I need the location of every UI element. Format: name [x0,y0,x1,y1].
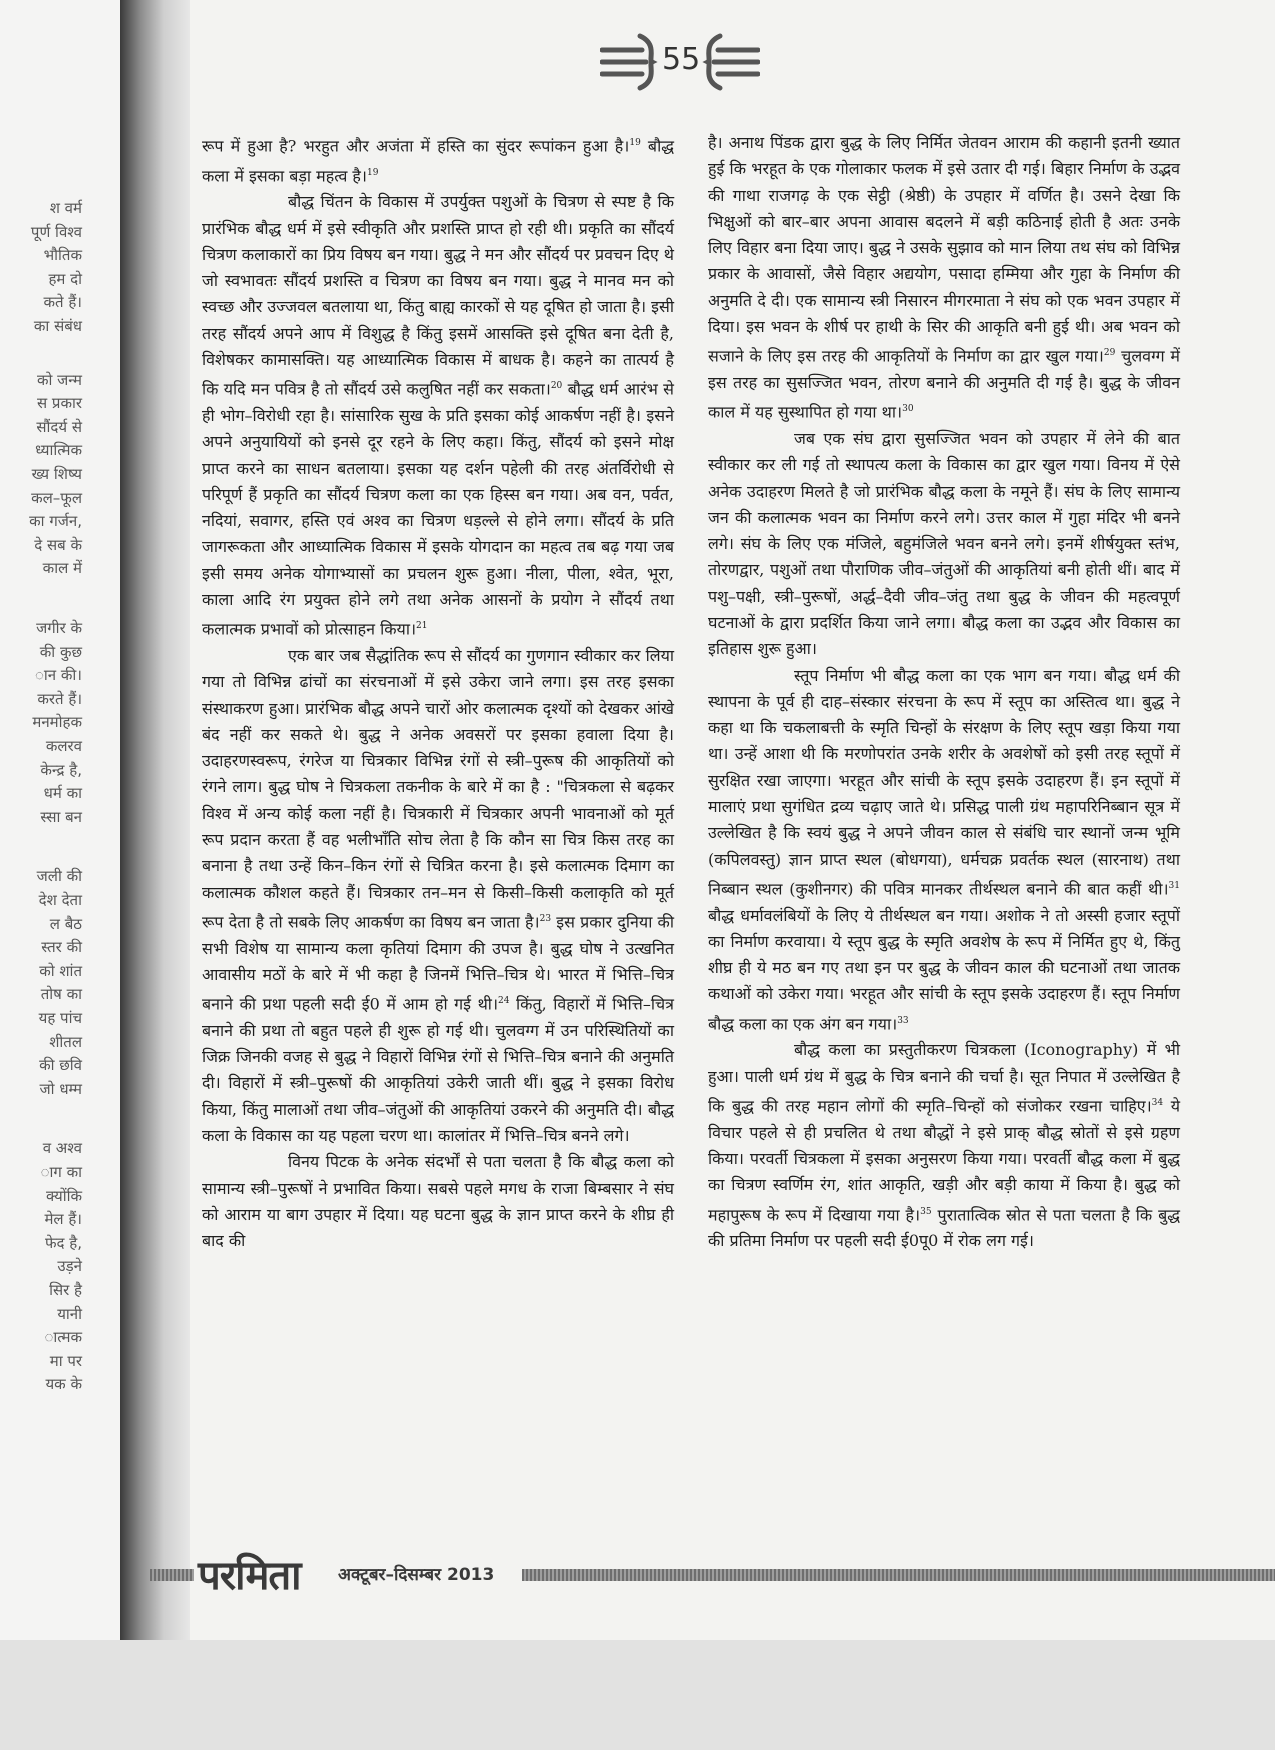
paragraph [708,130,1180,426]
footnote-ref: 35 [920,1206,932,1217]
footnote-ref: 19 [366,167,379,178]
paragraph-text: बौद्ध कला में इसका बड़ा महत्व है। [202,136,674,185]
facing-page-fragment: का गर्जन, [29,512,82,531]
paragraph [202,189,674,643]
facing-page-fragment: मेल हैं। [44,1210,82,1229]
footnote-ref: 20 [550,381,563,392]
paragraph-text: है। अनाथ पिंडक द्वारा बुद्ध के लिए निर्मित जेतवन आराम की कहानी इतनी ख्यात हुई कि भरहूत के एक गोलाकार फलक में इसे उतार दी गई। बिहार निर्माण के उद्भव की गाथा राजगढ़ के एक सेट्ठी (श्रेष्ठी) के उपहार में वर्णित है। उसने देखा कि भिक्षुओं को बार–बार अपना आवास बदलने में बड़ी कठिनाई होती है अतः उनके लिए विहार बना दिया जाए। बुद्ध ने उसके सुझाव को मान लिया तथ संघ को विभिन्न प्रकार के आवासों, जैसे विहार अद्ययोग, पसादा हम्मिया और गुहा के निर्माण की अनुमति दे दी। एक सामान्य स्त्री निसारन मीगरमाता ने संघ को एक भवन उपहार में दिया। इस भवन के शीर्ष पर हाथी के सिर की आकृति बनी हुई थी। अब भवन को सजाने के लिए इस तरह की आकृतियों के निर्माण का द्वार खुल गया। [708,133,1180,366]
facing-page-fragment: जली की [36,867,82,886]
footnote-ref: 29 [1103,348,1116,359]
facing-page-fragment: जगीर के [36,619,82,637]
paragraph [202,1149,674,1254]
facing-page-fragment: यक के [45,1375,82,1394]
facing-page-fragment: का संबंध [33,317,82,335]
text-column-left [202,130,674,1254]
facing-page-fragment: श वर्म [49,199,82,217]
facing-page-fragment: हम दो [48,269,82,288]
footnote-ref: 21 [416,621,428,632]
paragraph-text: विनय पिटक के अनेक संदर्भों से पता चलता है कि बौद्ध कला को सामान्य स्त्री–पुरूषों ने प्रभावित किया। सबसे पहले मगध के राजा बिम्बसार ने संघ को आराम या बाग उपहार में दिया। यह घटना बुद्ध के ज्ञान प्राप्त करने के शीघ्र ही बाद की [202,1152,674,1251]
facing-page-fragment: मनमोहक [32,713,82,732]
facing-page-fragment: कलरव [45,737,82,755]
facing-page-fragment: शीतल [49,1032,82,1051]
facing-page-fragment: तोष का [40,985,82,1004]
facing-page-fragment: ल बैठ [49,914,82,933]
paragraph-text: चुलवग्ग में इस तरह का सुसज्जित भवन, तोरण बनाने की अनुमति दी गई है। बुद्ध के जीवन काल में यह सुस्थापित हो गया था। [708,346,1180,422]
footnote-ref: 30 [902,404,914,415]
facing-page-fragment: स्तर की [41,938,82,957]
facing-page-fragment: जो धम्म [39,1079,82,1098]
paragraph-text: बौद्ध धर्मावलंबियों के लिए ये तीर्थस्थल बन गया। अशोक ने तो अस्सी हजार स्तूपों का निर्माण करवाया। ये स्तूप बुद्ध के स्मृति अवशेष के रूप में निर्मित हुए थे, किंतु शीघ्र ही ये मठ बन गए तथा इन पर बुद्ध के जीवन काल की घटनाओं तथा जातक कथाओं को उकेरा गया। भरहूत और सांची के स्तूप इसके उदाहरण हैं। स्तूप निर्माण बौद्ध कला का एक अंग बन गया। [708,905,1180,1034]
paragraph-text: ये विचार पहले से ही प्रचलित थे तथा बौद्धों ने इसे प्राक् बौद्ध स्रोतों से इसे ग्रहण किया। परवर्ती चित्रकला में इसका अनुसरण किया गया। परवर्ती बौद्ध कला में बुद्ध का चित्रण स्वर्णिम रंग, शांत आकृति, खड़ी और बड़ी काया में किया है। बुद्ध को महापुरूष के रूप में दिखाया गया है। [708,1096,1180,1224]
journal-brand: परमिता [198,1553,301,1599]
scan-background [0,1640,1275,1750]
text-column-right [708,130,1180,1254]
paragraph [708,426,1180,663]
footnote-ref: 34 [1151,1098,1164,1108]
facing-page-fragment: की छवि [39,1056,82,1075]
paragraph-text: रूप में हुआ है? भरहुत और अजंता में हस्ति का सुंदर रूपांकन हुआ है। [202,136,630,156]
facing-page-fragment: स्सा बन [40,807,82,826]
paragraph-text: इस प्रकार दुनिया की सभी विशेष या सामान्य कला कृतियां दिमाग की उपज है। बुद्ध घोष ने उत्खनित आवासीय मठों के बारे में भी कहा है जिनमें भित्ति–चित्र थे। भारत में भित्ति–चित्र बनाने की प्रथा पहली सदी ई0 में आम हो गई थी। [202,912,674,1014]
paragraph-text: किंतु, विहारों में भित्ति–चित्र बनाने की प्रथा तो बहुत पहले ही शुरू हो गई थी। चुलवग्ग में उन परिस्थितियों का जिक्र जिनकी वजह से बुद्ध ने विहारों विभिन्न रंगों से भित्ति–चित्र बनाने की अनुमति दी। विहारों में स्त्री–पुरूषों की आकृतियां उकेरी जाती थीं। बुद्ध ने इसका विरोध किया, किंतु मालाओं तथा जीव–जंतुओं की आकृतियां उकरने की अनुमति दी। बौद्ध कला के विकास का यह पहला चरण था। कालांतर में भित्ति–चित्र बनने लगे। [202,994,674,1145]
facing-page-fragment: पूर्ण विश्व [30,222,82,241]
facing-page-fragment: काल में [42,559,82,578]
facing-page-fragment: सिर है [49,1281,82,1299]
facing-page-fragment: यह पांच [38,1009,82,1027]
issue-date: अक्टूबर–दिसम्बर 2013 [338,1565,495,1585]
facing-page-fragment: धर्म का [43,784,82,803]
paragraph-text: पुरातात्विक स्रोत से पता चलता है कि बुद्ध की प्रतिमा निर्माण पर पहली सदी ई0पू0 में रोक लग गई। [708,1204,1181,1251]
facing-page-fragment: कल–फूल [31,488,82,507]
footer-rule-right [522,1569,1275,1581]
facing-page-fragment: सौंदर्य से [36,417,82,436]
footer-rule-left [150,1569,194,1581]
facing-page-fragment: केन्द्र है, [40,760,82,779]
facing-page-fragment: ाग का [40,1163,82,1181]
page-number: 55 [662,42,701,77]
paragraph [202,643,674,1149]
facing-page-fragment: कते हैं। [43,293,82,312]
facing-page-fragment: देश देता [38,891,82,909]
facing-page-fragment: फेद है, [44,1233,82,1252]
footnote-ref: 31 [1168,880,1180,891]
facing-page-fragment: को शांत [39,961,82,980]
facing-page-fragment: को जन्म [36,370,82,389]
facing-page-fragment: ात्मक [44,1328,82,1347]
footnote-ref: 23 [539,913,552,924]
facing-page-fragment: ध्यात्मिक [35,441,82,460]
facing-page-fragment: क्योंकि [45,1186,82,1205]
paragraph-text: बौद्ध कला का प्रस्तुतीकरण चित्रकला (Iconography) में भी हुआ। पाली धर्म ग्रंथ में बुद्ध के चित्र बनाने की चर्चा है। सूत निपात में उल्लेखित है कि बुद्ध की तरह महान लोगों की स्मृति–चिन्हों को संजोकर रखना चाहिए। [708,1040,1180,1116]
footnote-ref: 33 [897,1015,909,1026]
facing-page-fragment: करते हैं। [37,689,82,708]
facing-page-fragment: यानी [57,1304,82,1323]
paragraph-text: जब एक संघ द्वारा सुसज्जित भवन को उपहार में लेने की बात स्वीकार कर ली गई तो स्थापत्य कला के विकास का द्वार खुल गया। विनय में ऐसे अनेक उदाहरण मिलते है जो प्रारंभिक बौद्ध कला के नमूने हैं। संघ के लिए सामान्य जन की कलात्मक भवन का निर्माण करने लगे। उत्तर काल में गुहा मंदिर भी बनने लगे। संघ के लिए एक मंजिले, बहुमंजिले भवन बनने लगे। इनमें शीर्षयुक्त स्तंभ, तोरणद्वार, पशुओं तथा पौराणिक जीव–जंतुओं की आकृतियां बनी होती थीं। बाद में पशु–पक्षी, स्त्री–पुरूषों, अर्द्ध–दैवी जीव–जंतु तथा बुद्ध के जीवन की महत्वपूर्ण घटनाओं के द्वारा प्रदर्शित किया जाने लगा। बौद्ध कला का उद्भव और विकास का इतिहास शुरू हुआ। [708,428,1180,659]
paragraph [202,130,674,189]
paragraph [708,1037,1180,1254]
facing-page-fragment: भौतिक [43,246,82,265]
paragraph-text: बौद्ध धर्म आरंभ से ही भोग–विरोधी रहा है। सांसारिक सुख के प्रति इसका कोई आकर्षण नहीं है। इसने अपने अनुयायियों को इनसे दूर रहने के लिए कहा। किंतु, सौंदर्य को इसने मोक्ष प्राप्त करने का साधन बतलाया। इसका यह दर्शन पहेली की तरह अंतर्विरोधी से परिपूर्ण हैं प्रकृति का सौंदर्य चित्रण कला का एक हिस्स बन गया। अब वन, पर्वत, नदियां, सवागर, हस्ति एवं अश्व का चित्रण धड़ल्ले से होने लगा। सौंदर्य के प्रति जागरूकता और आध्यात्मिक विकास में इसके योगदान का महत्व तब बढ़ गया जब इसी समय अनेक योगाभ्यासों का प्रचलन शुरू हुआ। नीला, पीला, श्वेत, भूरा, काला आदि रंग प्रयुक्त होने लगे तथा अनेक आसनों के प्रयोग ने सौंदर्य तथा कलात्मक प्रभावों को प्रोत्साहन किया। [202,379,675,639]
page-number-ornament [600,30,760,94]
facing-page-fragment: ान की। [35,666,82,685]
facing-page-fragment: व अश्व [42,1139,82,1158]
facing-page-fragment: दे सब के [34,535,82,554]
facing-page-fragment: स प्रकार [37,394,82,413]
paragraph-text: स्तूप निर्माण भी बौद्ध कला का एक भाग बन गया। बौद्ध धर्म की स्थापना के पूर्व ही दाह–संस्कार संरचना के रूप में स्तूप का अस्तित्व था। बुद्ध ने कहा था कि चकलाबत्ती के स्मृति चिन्हों के संरक्षण के लिए स्तूप खड़ा किया गया था। उन्हें आशा थी कि मरणोपरांत उनके शरीर के अवशेषों को इसी तरह स्तूपों में सुरक्षित रखा जाएगा। भरहूत और सांची के स्तूप इसके उदाहरण हैं। इन स्तूपों में मालाएं प्रथा सुगंधित द्रव्य चढ़ाए जाते थे। प्रसिद्ध पाली ग्रंथ महापरिनिब्बान सूत्र में उल्लेखित है कि स्वयं बुद्ध ने अपने जीवन काल से संबंधि चार स्थानों जन्म भूमि (कपिलवस्तु) ज्ञान प्राप्त स्थल (बोधगया), धर्मचक्र प्रवर्तक स्थल (सारनाथ) तथा निब्बान स्थल (कुशीनगर) की पवित्र मानकर तीर्थस्थल बनाने की बात कहीं थी। [708,665,1180,899]
paragraph-text: एक बार जब सैद्धांतिक रूप से सौंदर्य का गुणगान स्वीकार कर लिया गया तो विभिन्न ढांचों का संरचनाओं में इसे उकेरा जाने लगा। इस तरह इसका संस्थाकरण हुआ। प्रारंभिक बौद्ध अपने चारों ओर कलात्मक दृश्यों को देखकर आंखे बंद नहीं कर सकते थे। बुद्ध ने अनेक अवसरों पर इसका हवाला दिया है। उदाहरणस्वरूप, रंगरेज या चित्रकार विभिन्न रंगों से स्त्री–पुरूष की आकृतियों को रंगने लाग। बुद्ध घोष ने चित्रकला तकनीक के बारे में का है : "चित्रकला से बढ़कर विश्व में अन्य कोई कला नहीं है। चित्रकारी में चित्रकार अपनी भावनाओं को मूर्त रूप प्रदान करता हैं वह भलीभाँति सोच लेता है कि कौन सा चित्र किस तरह का बनाना है तथा उन्हें किन–किन रंगों से चित्रित करना है। इसे कलात्मक दिमाग का कलात्मक कौशल कहते हैं। चित्रकार तन–मन से किसी–किसी कलाकृति को मूर्त रूप देता है तो सबके लिए आकर्षण का विषय बन जाता है। [202,645,674,932]
book-gutter-shadow [120,0,200,1640]
paragraph-text: बौद्ध चिंतन के विकास में उपर्युक्त पशुओं के चित्रण से स्पष्ट है कि प्रारंभिक बौद्ध धर्म में इसे स्वीकृति और प्रशस्ति प्राप्त हो रही थी। प्रकृति का सौंदर्य चित्रण कलाकारों का प्रिय विषय बन गया। बुद्ध ने मन और सौंदर्य पर प्रवचन दिए थे जो स्वभावतः सौंदर्य प्रशस्ति व चित्रण का विषय बन गया। बुद्ध ने मानव मन को स्वच्छ और उज्जवल बतलाया था, किंतु बाह्य कारकों से यह दूषित हो जाता है। इसी तरह सौंदर्य अपने आप में विशुद्ध है किंतु इसमें आसक्ति इसे दूषित बना देती है, विशेषकर कामासक्ति। यह आध्यात्मिक विकास में बाधक है। कहने का तात्पर्य है कि यदि मन पवित्र है तो सौंदर्य उसे कलुषित नहीं कर सकता। [202,192,674,399]
facing-page-fragment: ख्य शिष्य [31,465,82,483]
footnote-ref: 19 [629,138,641,148]
facing-page-fragment: मा पर [49,1351,82,1370]
facing-page-fragment: की कुछ [39,642,82,661]
footnote-ref: 24 [498,996,510,1007]
facing-page-fragment: उड़ने [57,1257,82,1276]
paragraph [708,663,1180,1038]
